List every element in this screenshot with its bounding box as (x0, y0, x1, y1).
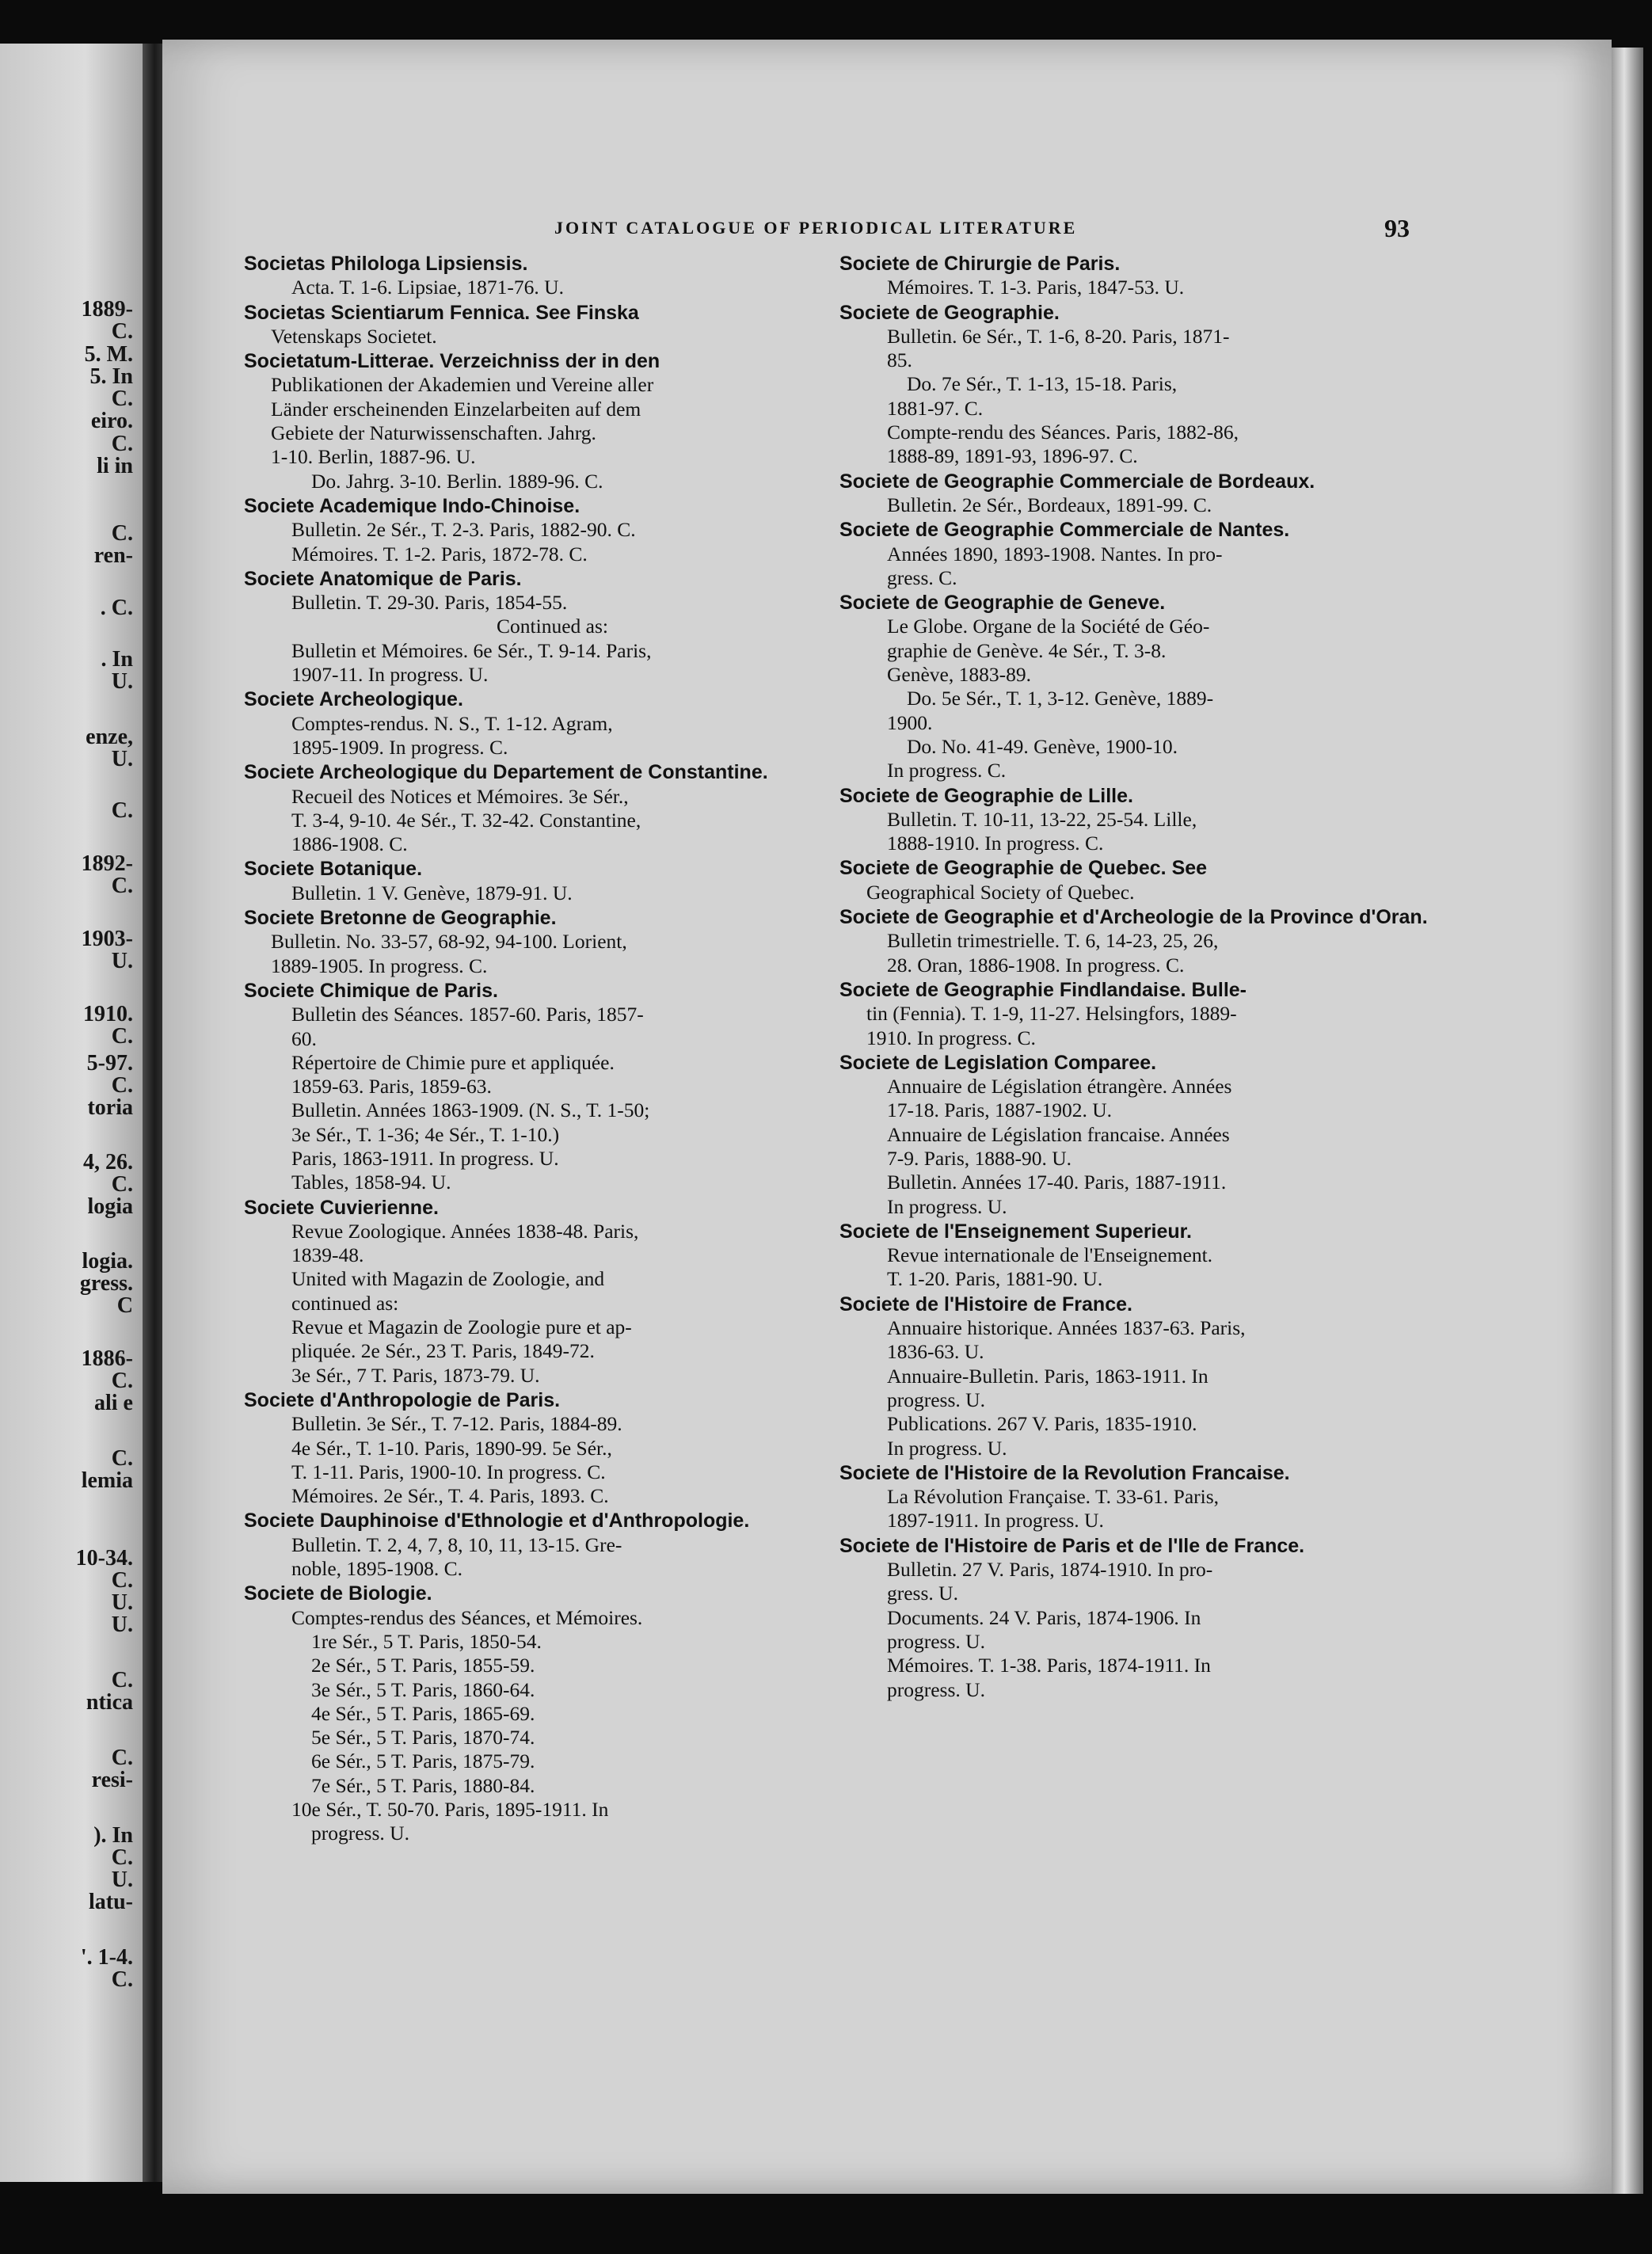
facing-page-fragment: logia (87, 1194, 133, 1219)
catalogue-entry (244, 687, 834, 760)
catalogue-entry (839, 252, 1429, 300)
holding-line: Revue Zoologique. Années 1838-48. Paris, (291, 1219, 639, 1243)
entry-heading: Societe Bretonne de Geographie. (244, 907, 557, 930)
catalogue-entry (839, 1220, 1429, 1292)
holding-line: 1889-1905. In progress. C. (271, 954, 488, 977)
catalogue-entry (244, 301, 834, 349)
catalogue-entry (839, 470, 1429, 518)
entry-heading: Societe de l'Histoire de France. (839, 1293, 1132, 1315)
facing-page-fragment: 1892- (81, 851, 133, 876)
holding-line: Bulletin. 2e Sér., Bordeaux, 1891-99. C. (887, 493, 1212, 516)
holding-line: gress. U. (887, 1582, 958, 1605)
facing-page-fragment: C. (111, 1172, 133, 1197)
holding-line: Bulletin. T. 29-30. Paris, 1854-55. (291, 591, 568, 615)
holding-line: Do. Jahrg. 3-10. Berlin. 1889-96. C. (311, 469, 603, 493)
holding-line: Genève, 1883-89. (887, 663, 1031, 687)
facing-page-fragment: 1910. (83, 1002, 133, 1026)
holding-line: Comptes-rendus. N. S., T. 1-12. Agram, (291, 711, 613, 735)
facing-page-fragment: logia. (82, 1249, 133, 1274)
entry-heading: Societas Philologa Lipsiensis. (244, 253, 528, 275)
catalogue-entry (839, 784, 1429, 856)
catalogue-entry (244, 349, 834, 493)
holding-line: continued as: (291, 1291, 399, 1315)
facing-page-fragment: U. (111, 949, 133, 973)
holding-line: 85. (887, 348, 912, 372)
holding-line: 7-9. Paris, 1888-90. U. (887, 1146, 1072, 1170)
running-title: JOINT CATALOGUE OF PERIODICAL LITERATURE (554, 218, 1078, 238)
holding-line: Le Globe. Organe de la Société de Géo- (887, 615, 1210, 638)
holding-line: progress. U. (887, 1388, 985, 1411)
entry-heading: Societe de Chirurgie de Paris. (839, 253, 1121, 275)
entry-heading: Societe de Geographie Commerciale de Nantes. (839, 519, 1290, 542)
catalogue-entry (839, 978, 1429, 1050)
facing-page-fragment: ntica (86, 1690, 133, 1715)
entry-heading: Societe Archeologique. (244, 688, 463, 711)
facing-page-fragment: U. (111, 747, 133, 771)
holding-line: 1900. (887, 710, 933, 734)
holding-line: Comptes-rendus des Séances, et Mémoires. (291, 1605, 643, 1629)
entry-heading: Societe de Legislation Comparee. (839, 1051, 1157, 1074)
holding-line: Paris, 1863-1911. In progress. U. (291, 1146, 559, 1170)
catalogue-entry (244, 760, 834, 856)
holding-line: La Révolution Française. T. 33-61. Paris, (887, 1485, 1220, 1509)
holding-line: Continued as: (497, 615, 608, 638)
facing-page-fragment: ren- (93, 543, 133, 568)
facing-page-fragment: li in (97, 454, 133, 478)
holding-line: Annuaire-Bulletin. Paris, 1863-1911. In (887, 1364, 1209, 1388)
holding-line: Bulletin des Séances. 1857-60. Paris, 1857- (291, 1003, 644, 1026)
catalogue-entry (244, 252, 834, 300)
holding-line: Documents. 24 V. Paris, 1874-1906. In (887, 1605, 1201, 1629)
entry-heading: Societe de Geographie. (839, 301, 1060, 324)
facing-page-fragment: U. (111, 1868, 133, 1892)
holding-line: Recueil des Notices et Mémoires. 3e Sér., (291, 784, 629, 808)
holding-line: 60. (291, 1026, 317, 1050)
entry-heading: Societe d'Anthropologie de Paris. (244, 1388, 561, 1411)
holding-line: 1888-89, 1891-93, 1896-97. C. (887, 444, 1138, 468)
catalogue-entry (839, 905, 1429, 977)
holding-line: Bulletin. Années 17-40. Paris, 1887-1911. (887, 1171, 1227, 1194)
holding-line: Bulletin. No. 33-57, 68-92, 94-100. Lorient, (271, 930, 627, 954)
holding-line: Bulletin. Années 1863-1909. (N. S., T. 1-50; (291, 1098, 650, 1122)
catalogue-entry (244, 906, 834, 978)
entry-heading: Societe Cuvierienne. (244, 1196, 439, 1219)
holding-line: progress. U. (311, 1822, 409, 1845)
facing-page-fragment: C. (111, 1369, 133, 1393)
catalogue-entry (244, 1196, 834, 1388)
holding-line: Annuaire de Législation francaise. Années (887, 1122, 1230, 1146)
catalogue-entry (244, 979, 834, 1195)
facing-page-fragment: ). In (93, 1823, 133, 1848)
holding-line: Bulletin. 1 V. Genève, 1879-91. U. (291, 881, 573, 904)
facing-page-fragment: U. (111, 1590, 133, 1615)
entry-heading: Societe Academique Indo-Chinoise. (244, 494, 580, 517)
holding-line: 1839-48. (291, 1243, 364, 1267)
holding-line: Do. 5e Sér., T. 1, 3-12. Genève, 1889- (907, 687, 1214, 710)
facing-page-fragment: C. (111, 432, 133, 456)
facing-page-fragment: C. (111, 1668, 133, 1692)
holding-line: Publikationen der Akademien und Vereine aller (271, 373, 654, 397)
facing-page-fragment: 5. In (89, 364, 133, 389)
facing-page-fragment: 5. M. (84, 342, 133, 367)
holding-line: Répertoire de Chimie pure et appliquée. (291, 1050, 615, 1074)
entry-heading: Societe de l'Histoire de Paris et de l'Ile de France. (839, 1534, 1305, 1557)
holding-line: T. 1-11. Paris, 1900-10. In progress. C. (291, 1460, 606, 1483)
catalogue-entry (244, 1582, 834, 1845)
holding-line: 2e Sér., 5 T. Paris, 1855-59. (311, 1654, 535, 1677)
holding-line: graphie de Genève. 4e Sér., T. 3-8. (887, 638, 1167, 662)
holding-line: 3e Sér., 7 T. Paris, 1873-79. U. (291, 1363, 540, 1387)
facing-page-fragment: C. (111, 1746, 133, 1770)
entry-heading: Societe de Geographie de Quebec. See (839, 857, 1208, 880)
entry-heading: Societe Anatomique de Paris. (244, 567, 522, 590)
entry-heading: Societe de Geographie de Geneve. (839, 592, 1166, 615)
facing-page-fragment: C. (111, 1024, 133, 1049)
facing-page-fragment: lemia (81, 1468, 133, 1493)
holding-line: 5e Sér., 5 T. Paris, 1870-74. (311, 1726, 535, 1750)
catalogue-entry (839, 1534, 1429, 1702)
holding-line: gress. C. (887, 565, 957, 589)
holding-line: 3e Sér., T. 1-36; 4e Sér., T. 1-10.) (291, 1122, 560, 1146)
holding-line: 1897-1911. In progress. U. (887, 1509, 1104, 1532)
holding-line: Bulletin. 2e Sér., T. 2-3. Paris, 1882-90. C. (291, 518, 636, 542)
holding-line: noble, 1895-1908. C. (291, 1557, 463, 1581)
facing-page-fragment: '. 1-4. (80, 1945, 133, 1970)
facing-page-fragment: C. (111, 521, 133, 546)
facing-page-fragment: C. (111, 386, 133, 411)
catalogue-entry (839, 1293, 1429, 1460)
holding-line: 1836-63. U. (887, 1340, 984, 1364)
holding-line: Bulletin. T. 2, 4, 7, 8, 10, 11, 13-15. Gre- (291, 1532, 622, 1556)
facing-page-fragment: . In (101, 647, 133, 672)
entry-heading: Societatum-Litterae. Verzeichniss der in den (244, 350, 660, 373)
holding-line: Gebiete der Naturwissenschaften. Jahrg. (271, 421, 596, 445)
holding-line: Annuaire historique. Années 1837-63. Paris, (887, 1316, 1246, 1340)
facing-page-fragment: resi- (91, 1768, 133, 1792)
entry-heading: Societe de Geographie Findlandaise. Bulle- (839, 978, 1247, 1001)
facing-page-fragment: gress. (79, 1271, 133, 1296)
holding-line: Années 1890, 1893-1908. Nantes. In pro- (887, 542, 1223, 565)
holding-line: 1895-1909. In progress. C. (291, 735, 508, 759)
facing-page-fragment: C. (111, 319, 133, 344)
holding-line: Annuaire de Législation étrangère. Années (887, 1075, 1232, 1098)
catalogue-entry (244, 1388, 834, 1508)
catalogue-entry (839, 591, 1429, 782)
catalogue-entry (839, 301, 1429, 469)
holding-line: Compte-rendu des Séances. Paris, 1882-86, (887, 421, 1239, 444)
holding-line: In progress. C. (887, 759, 1007, 782)
catalogue-entry (244, 857, 834, 905)
facing-page-fragment: 1903- (81, 927, 133, 951)
holding-line: Mémoires. T. 1-2. Paris, 1872-78. C. (291, 542, 588, 565)
entry-heading: Societe de Geographie et d'Archeologie de la Province d'Oran. (839, 906, 1428, 929)
holding-line: 1886-1908. C. (291, 832, 408, 856)
facing-page-fragment: 1889- (81, 297, 133, 322)
holding-line: Bulletin. T. 10-11, 13-22, 25-54. Lille, (887, 807, 1197, 831)
holding-line: 1859-63. Paris, 1859-63. (291, 1075, 492, 1098)
holding-line: pliquée. 2e Sér., 23 T. Paris, 1849-72. (291, 1339, 595, 1363)
holding-line: tin (Fennia). T. 1-9, 11-27. Helsingfors, 1889- (866, 1002, 1237, 1026)
catalogue-entry (839, 1461, 1429, 1533)
facing-page-fragment: C. (111, 1845, 133, 1870)
facing-page-fragment: 1886- (81, 1346, 133, 1371)
facing-page-fragment: 10-34. (75, 1546, 133, 1571)
left-column (244, 252, 834, 1846)
holding-line: 1881-97. C. (887, 396, 984, 420)
holding-line: Bulletin. 3e Sér., T. 7-12. Paris, 1884-89. (291, 1412, 622, 1436)
holding-line: United with Magazin de Zoologie, and (291, 1267, 605, 1291)
entry-heading: Societe de l'Enseignement Superieur. (839, 1220, 1192, 1243)
holding-line: Bulletin trimestrielle. T. 6, 14-23, 25, 26, (887, 929, 1219, 953)
facing-page-fragment: U. (111, 1612, 133, 1637)
facing-page-fragment: eiro. (90, 409, 133, 433)
catalogue-entry (244, 1509, 834, 1581)
facing-page-fragment: enze, (86, 725, 133, 749)
entry-heading: Societe Chimique de Paris. (244, 979, 498, 1002)
facing-page-fragment: toria (87, 1095, 133, 1120)
entry-heading: Societas Scientiarum Fennica. See Finska (244, 301, 639, 324)
holding-line: Revue et Magazin de Zoologie pure et ap- (291, 1315, 632, 1339)
entry-heading: Societe de Geographie Commerciale de Bordeaux. (839, 470, 1315, 493)
entry-heading: Societe Archeologique du Departement de Constantine. (244, 761, 768, 784)
entry-heading: Societe de Biologie. (244, 1582, 432, 1605)
holding-line: Länder erscheinenden Einzelarbeiten auf dem (271, 397, 641, 421)
holding-line: 1re Sér., 5 T. Paris, 1850-54. (311, 1629, 542, 1653)
facing-page-fragment: C. (111, 798, 133, 823)
holding-line: 7e Sér., 5 T. Paris, 1880-84. (311, 1773, 535, 1797)
entry-heading: Societe de Geographie de Lille. (839, 784, 1133, 807)
holding-line: Revue internationale de l'Enseignement. (887, 1243, 1213, 1267)
facing-page-fragment: U. (111, 669, 133, 694)
facing-page-fragment: C (116, 1293, 133, 1318)
catalogue-entry (839, 856, 1429, 904)
right-column (839, 252, 1429, 1702)
catalogue-entry (839, 518, 1429, 590)
facing-page-fragment: latu- (89, 1890, 133, 1914)
facing-page-fragment: C. (111, 1073, 133, 1098)
page-edge (1612, 48, 1643, 2194)
holding-line: Vetenskaps Societet. (271, 324, 437, 348)
holding-line: Tables, 1858-94. U. (291, 1171, 451, 1194)
holding-line: T. 3-4, 9-10. 4e Sér., T. 32-42. Constantine, (291, 808, 641, 832)
entry-heading: Societe Dauphinoise d'Ethnologie et d'Anthropologie. (244, 1510, 750, 1532)
holding-line: 28. Oran, 1886-1908. In progress. C. (887, 953, 1185, 977)
holding-line: 17-18. Paris, 1887-1902. U. (887, 1098, 1113, 1122)
holding-line: In progress. U. (887, 1436, 1007, 1460)
facing-page-fragment: . C. (100, 596, 133, 620)
holding-line: 1888-1910. In progress. C. (887, 832, 1104, 855)
facing-page-fragment: C. (111, 1568, 133, 1593)
catalogue-entry (244, 494, 834, 566)
holding-line: Bulletin. 6e Sér., T. 1-6, 8-20. Paris, 1871- (887, 324, 1230, 348)
holding-line: 1910. In progress. C. (866, 1026, 1036, 1049)
holding-line: progress. U. (887, 1629, 985, 1653)
holding-line: 1-10. Berlin, 1887-96. U. (271, 445, 476, 469)
holding-line: 4e Sér., T. 1-10. Paris, 1890-99. 5e Sér., (291, 1436, 612, 1460)
holding-line: progress. U. (887, 1677, 985, 1701)
holding-line: In progress. U. (887, 1194, 1007, 1218)
catalogue-entry (244, 567, 834, 687)
page-number: 93 (1384, 214, 1410, 242)
holding-line: Geographical Society of Quebec. (866, 880, 1135, 904)
holding-line: Mémoires. 2e Sér., T. 4. Paris, 1893. C. (291, 1484, 609, 1508)
facing-page-fragment: 5-97. (86, 1051, 133, 1076)
holding-line: Do. 7e Sér., T. 1-13, 15-18. Paris, (907, 372, 1178, 396)
holding-line: Do. No. 41-49. Genève, 1900-10. (907, 734, 1178, 758)
facing-page-edge (0, 44, 143, 2182)
holding-line: 4e Sér., 5 T. Paris, 1865-69. (311, 1701, 535, 1725)
facing-page-fragment: C. (111, 1967, 133, 1992)
holding-line: 1907-11. In progress. U. (291, 663, 489, 687)
facing-page-fragment: ali e (94, 1391, 133, 1415)
holding-line: Acta. T. 1-6. Lipsiae, 1871-76. U. (291, 276, 564, 299)
holding-line: Publications. 267 V. Paris, 1835-1910. (887, 1412, 1197, 1436)
holding-line: Mémoires. T. 1-3. Paris, 1847-53. U. (887, 276, 1185, 299)
holding-line: 6e Sér., 5 T. Paris, 1875-79. (311, 1750, 535, 1773)
holding-line: Bulletin. 27 V. Paris, 1874-1910. In pro- (887, 1558, 1213, 1582)
facing-page-fragment: 4, 26. (83, 1150, 133, 1175)
holding-line: Mémoires. T. 1-38. Paris, 1874-1911. In (887, 1654, 1211, 1677)
facing-page-fragment: C. (111, 874, 133, 898)
holding-line: T. 1-20. Paris, 1881-90. U. (887, 1267, 1103, 1291)
holding-line: 3e Sér., 5 T. Paris, 1860-64. (311, 1677, 535, 1701)
entry-heading: Societe de l'Histoire de la Revolution Francaise. (839, 1461, 1290, 1484)
facing-page-fragment: C. (111, 1446, 133, 1471)
catalogue-entry (839, 1051, 1429, 1219)
entry-heading: Societe Botanique. (244, 858, 423, 881)
holding-line: Bulletin et Mémoires. 6e Sér., T. 9-14. Paris, (291, 638, 652, 662)
holding-line: 10e Sér., T. 50-70. Paris, 1895-1911. In (291, 1798, 609, 1821)
